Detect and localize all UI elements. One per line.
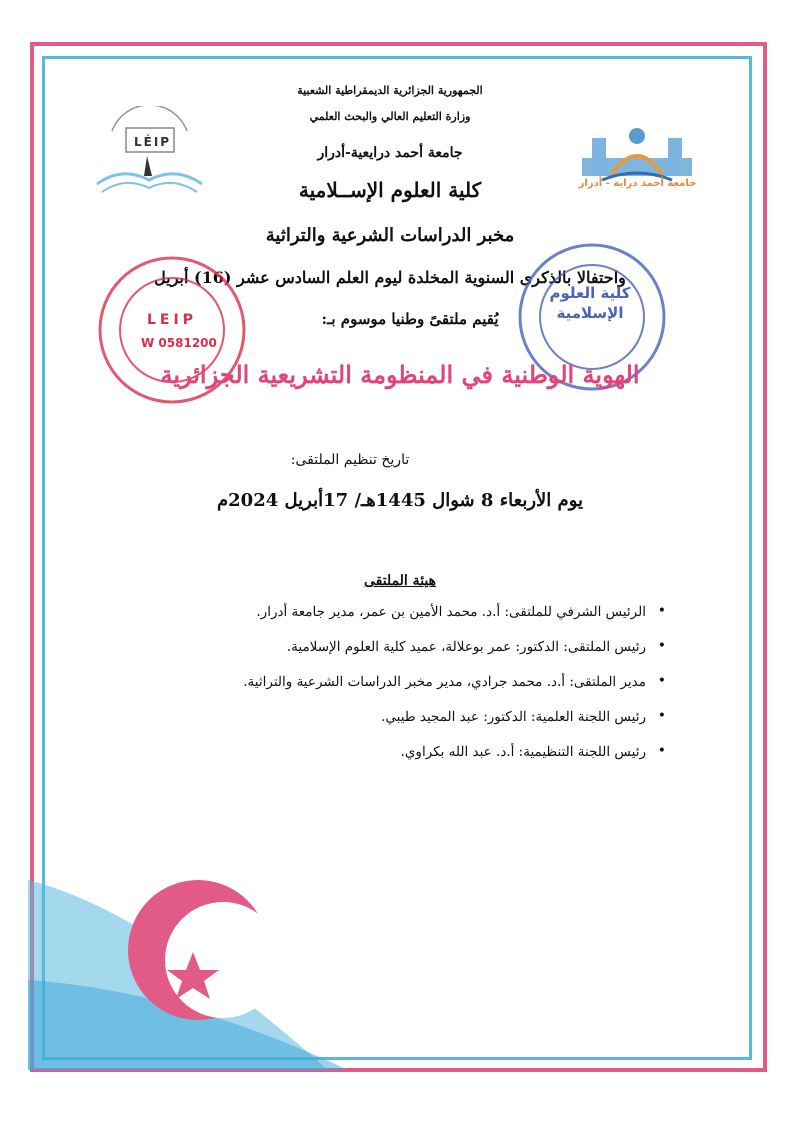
date-label: تاريخ تنظيم الملتقى: xyxy=(290,452,410,468)
lab-logo-text: LÉIP xyxy=(134,135,172,149)
faculty-line: كلية العلوم الإســلامية xyxy=(298,178,482,202)
blue-stamp-line1: كلية العلوم xyxy=(549,284,631,302)
red-stamp-code: LEIP xyxy=(147,312,197,328)
committee-list xyxy=(150,604,670,779)
red-stamp-number: W 0581200 xyxy=(141,336,217,350)
committee-member: • رئيس اللجنة العلمية: الدكتور: عبد المجيد طيبي. xyxy=(150,709,670,744)
university-logo-caption: جامعة أحمد دراية - أدرار xyxy=(578,178,697,189)
conference-title: الهوية الوطنية في المنظومة التشريعية الجزائرية xyxy=(160,360,640,389)
blue-stamp-text xyxy=(540,283,640,323)
committee-member: • مدير الملتقى: أ.د. محمد جرادي، مدير مخبر الدراسات الشرعية والتراثية. xyxy=(150,674,670,709)
announcement-line: يُقيم ملتقىً وطنيا موسوم بـ: xyxy=(321,310,499,328)
lab-line: مخبر الدراسات الشرعية والتراثية xyxy=(265,225,515,246)
date-value: يوم الأربعاء 8 شوال 1445هـ/ 17أبريل 2024م xyxy=(216,490,584,511)
ministry-line: وزارة التعليم العالي والبحث العلمي xyxy=(309,110,471,123)
committee-member: • رئيس الملتقى: الدكتور: عمر بوعلالة، عميد كلية العلوم الإسلامية. xyxy=(150,639,670,674)
committee-member: • رئيس اللجنة التنظيمية: أ.د. عبد الله بكراوي. xyxy=(150,744,670,779)
occasion-line: واحتفالا بالذكرى السنوية المخلدة ليوم العلم السادس عشر (16) أبريل xyxy=(154,268,626,287)
algerian-flag-decoration-icon xyxy=(28,870,348,1070)
blue-stamp-line2: الإسلامية xyxy=(556,304,624,322)
committee-heading: هيئة الملتقى xyxy=(363,573,437,589)
republic-line: الجمهورية الجزائرية الديمقراطية الشعبية xyxy=(297,84,483,97)
committee-member: • الرئيس الشرفي للملتقى: أ.د. محمد الأمين بن عمر، مدير جامعة أدرار. xyxy=(150,604,670,639)
university-line: جامعة أحمد درايعية-أدرار xyxy=(317,145,463,161)
